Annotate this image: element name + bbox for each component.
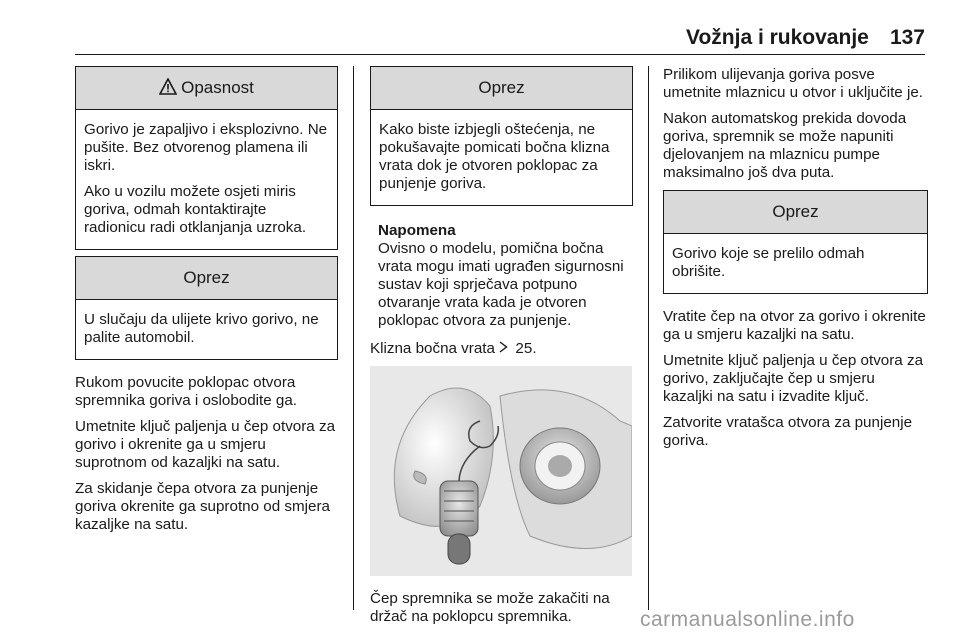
header-divider bbox=[75, 54, 925, 55]
danger-box-title: Opasnost bbox=[181, 78, 254, 97]
caution-box-body bbox=[664, 234, 927, 293]
caution-box-header bbox=[76, 257, 337, 300]
caution-box-title: Oprez bbox=[772, 202, 819, 221]
body-paragraph: Zatvorite vratašca otvora za punjenje goriva. bbox=[663, 414, 913, 449]
body-paragraph: Rukom povucite poklopac otvora spremnika goriva i oslobodite ga. bbox=[75, 374, 298, 409]
note-title: Napomena bbox=[378, 222, 456, 239]
column-divider-1 bbox=[353, 66, 354, 610]
xref-page: 25. bbox=[515, 340, 537, 357]
caution-box-header bbox=[371, 67, 632, 110]
caution-box-title: Oprez bbox=[478, 78, 525, 97]
fuel-cap-illustration bbox=[370, 366, 632, 576]
danger-box bbox=[75, 66, 338, 250]
caution-text: U slučaju da ulijete krivo gorivo, ne palite automobil. bbox=[84, 311, 319, 346]
column-divider-2 bbox=[648, 66, 649, 610]
page-header-title: Vožnja i rukovanje bbox=[686, 26, 869, 49]
column-3 bbox=[663, 66, 928, 458]
column-1 bbox=[75, 66, 338, 542]
arrow-right-icon bbox=[499, 340, 511, 358]
caution-box-header bbox=[664, 191, 927, 234]
body-paragraph: Za skidanje čepa otvora za punjenje goriva okrenite ga suprotno od smjera kazaljke na satu. bbox=[75, 480, 330, 533]
caution-box-title: Oprez bbox=[183, 268, 230, 287]
danger-box-body bbox=[76, 110, 337, 249]
xref-text: Klizna bočna vrata bbox=[370, 340, 495, 357]
note-text: Ovisno o modelu, pomična bočna vrata mogu imati ugrađen sigurnosni sustav koji sprječava potpuno otvaranje vrata kada je otvoren poklopac otvora za punjenje. bbox=[378, 240, 624, 329]
danger-text: Gorivo je zapaljivo i eksplozivno. Ne pušite. Bez otvorenog plamena ili iskri. bbox=[84, 121, 328, 174]
note-block bbox=[370, 222, 633, 330]
caution-box bbox=[663, 190, 928, 294]
caution-text: Kako biste izbjegli oštećenja, ne pokušavajte pomicati bočna klizna vrata dok je otvoren poklopac za punjenje goriva. bbox=[379, 121, 610, 192]
caution-box bbox=[370, 66, 633, 206]
warning-triangle-icon bbox=[159, 78, 177, 99]
body-paragraph: Nakon automatskog prekida dovoda goriva, spremnik se može napuniti djelovanjem na mlaznicu pumpe maksimalno još dva puta. bbox=[663, 110, 907, 181]
body-paragraph: Vratite čep na otvor za gorivo i okrenite ga u smjeru kazaljki na satu. bbox=[663, 308, 926, 343]
caution-box-body bbox=[76, 300, 337, 359]
caution-box-body bbox=[371, 110, 632, 205]
danger-box-header bbox=[76, 67, 337, 110]
body-paragraph: Prilikom ulijevanja goriva posve umetnite mlaznicu u otvor i uključite je. bbox=[663, 66, 923, 101]
column-2 bbox=[370, 66, 633, 634]
watermark: carmanualsonline.info bbox=[640, 608, 855, 631]
danger-text: Ako u vozilu možete osjeti miris goriva, odmah kontaktirajte radionicu radi otklanjanja uzroka. bbox=[84, 183, 307, 236]
body-paragraph: Umetnite ključ paljenja u čep otvora za gorivo i okrenite ga u smjeru suprotnom od kazaljki na satu. bbox=[75, 418, 336, 471]
figure-caption: Čep spremnika se može zakačiti na držač na poklopcu spremnika. bbox=[370, 590, 610, 625]
caution-box bbox=[75, 256, 338, 360]
cross-reference bbox=[370, 340, 633, 358]
body-paragraph: Umetnite ključ paljenja u čep otvora za gorivo, zaključajte čep u smjeru kazaljki na satu i izvadite ključ. bbox=[663, 352, 924, 405]
caution-text: Gorivo koje se prelilo odmah obrišite. bbox=[672, 245, 865, 280]
page-number: 137 bbox=[889, 26, 925, 49]
